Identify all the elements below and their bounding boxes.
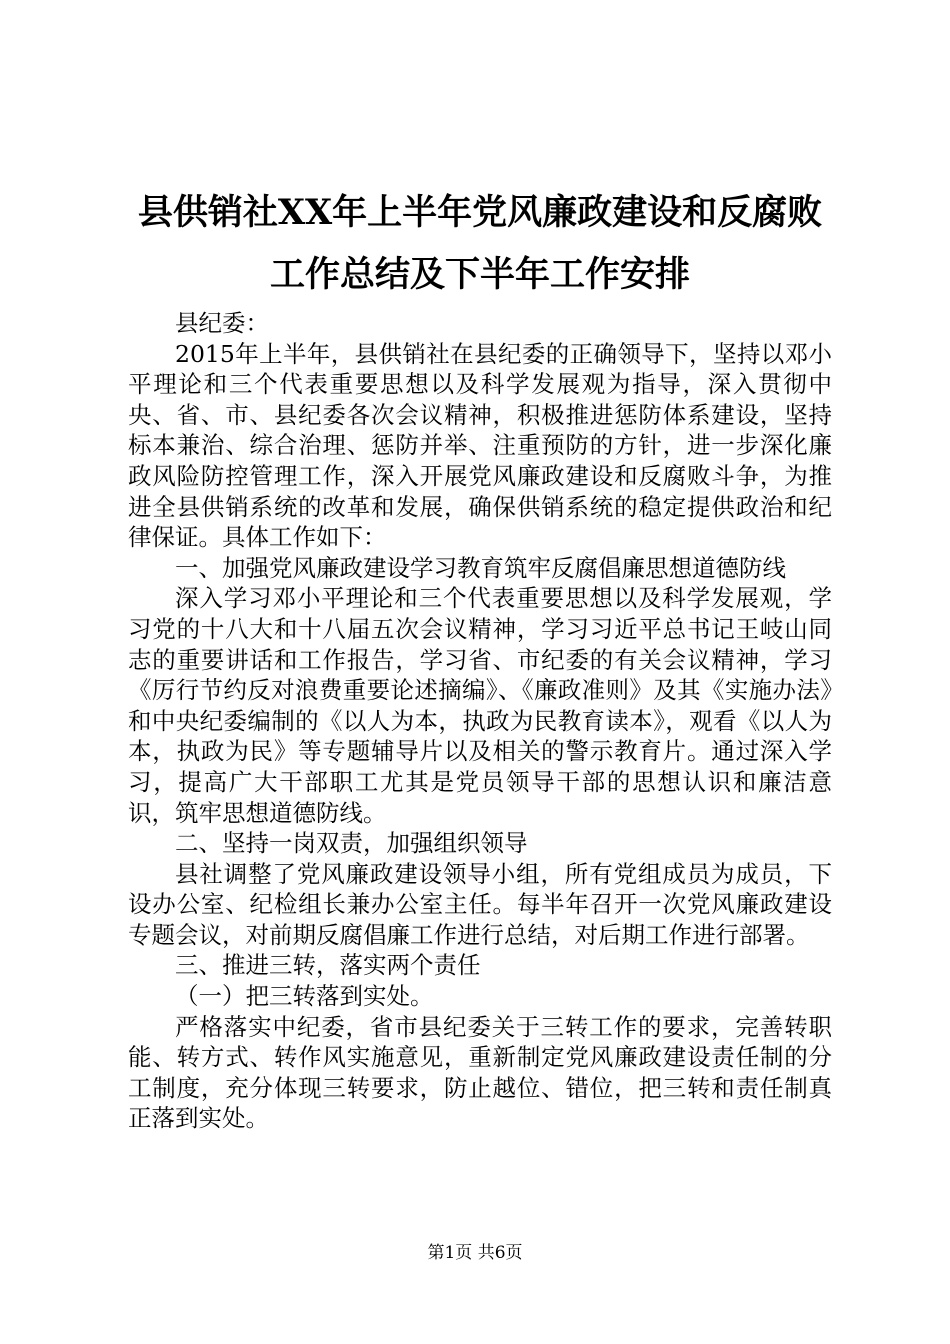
document-page bbox=[128, 182, 832, 1134]
subsection-heading-3-1: （一）把三转落到实处。 bbox=[175, 982, 434, 1011]
title-line-1: 县供销社XX年上半年党风廉政建设和反腐败 bbox=[137, 192, 823, 233]
page-footer: 第1页 共6页 bbox=[427, 1243, 523, 1263]
section-2-paragraph: 县社调整了党风廉政建设领导小组，所有党组成员为成员，下设办公室、纪检组长兼办公室主任。每半年召开一次党风廉政建设专题会议，对前期反腐倡廉工作进行总结，对后期工作进行部署。 bbox=[128, 859, 832, 949]
section-1-paragraph: 深入学习邓小平理论和三个代表重要思想以及科学发展观，学习党的十八大和十八届五次会议精神，学习习近平总书记王岐山同志的重要讲话和工作报告，学习省、市纪委的有关会议精神，学习《厉行节约反对浪费重要论述摘编》、《廉政准则》及其《实施办法》和中央纪委编制的《以人为本，执政为民教育读本》，观看《以人为本，执政为民》等专题辅导片以及相关的警示教育片。通过深入学习，提高广大干部职工尤其是党员领导干部的思想认识和廉洁意识，筑牢思想道德防线。 bbox=[128, 584, 832, 827]
subsection-3-1-paragraph: 严格落实中纪委，省市县纪委关于三转工作的要求，完善转职能、转方式、转作风实施意见，重新制定党风廉政建设责任制的分工制度，充分体现三转要求，防止越位、错位，把三转和责任制真正落到实处。 bbox=[128, 1012, 832, 1133]
document-body bbox=[128, 308, 832, 1134]
document-title bbox=[128, 182, 832, 306]
intro-paragraph: 2015年上半年，县供销社在县纪委的正确领导下，坚持以邓小平理论和三个代表重要思想以及科学发展观为指导，深入贯彻中央、省、市、县纪委各次会议精神，积极推进惩防体系建设，坚持标本兼治、综合治理、惩防并举、注重预防的方针，进一步深化廉政风险防控管理工作，深入开展党风廉政建设和反腐败斗争，为推进全县供销系统的改革和发展，确保供销系统的稳定提供政治和纪律保证。具体工作如下： bbox=[128, 339, 832, 552]
title-line-2: 工作总结及下半年工作安排 bbox=[269, 254, 690, 295]
section-heading-1: 一、加强党风廉政建设学习教育筑牢反腐倡廉思想道德防线 bbox=[175, 553, 786, 582]
salutation: 县纪委： bbox=[175, 309, 269, 337]
section-heading-3: 三、推进三转，落实两个责任 bbox=[175, 951, 481, 980]
section-heading-2: 二、坚持一岗双责，加强组织领导 bbox=[175, 829, 528, 858]
